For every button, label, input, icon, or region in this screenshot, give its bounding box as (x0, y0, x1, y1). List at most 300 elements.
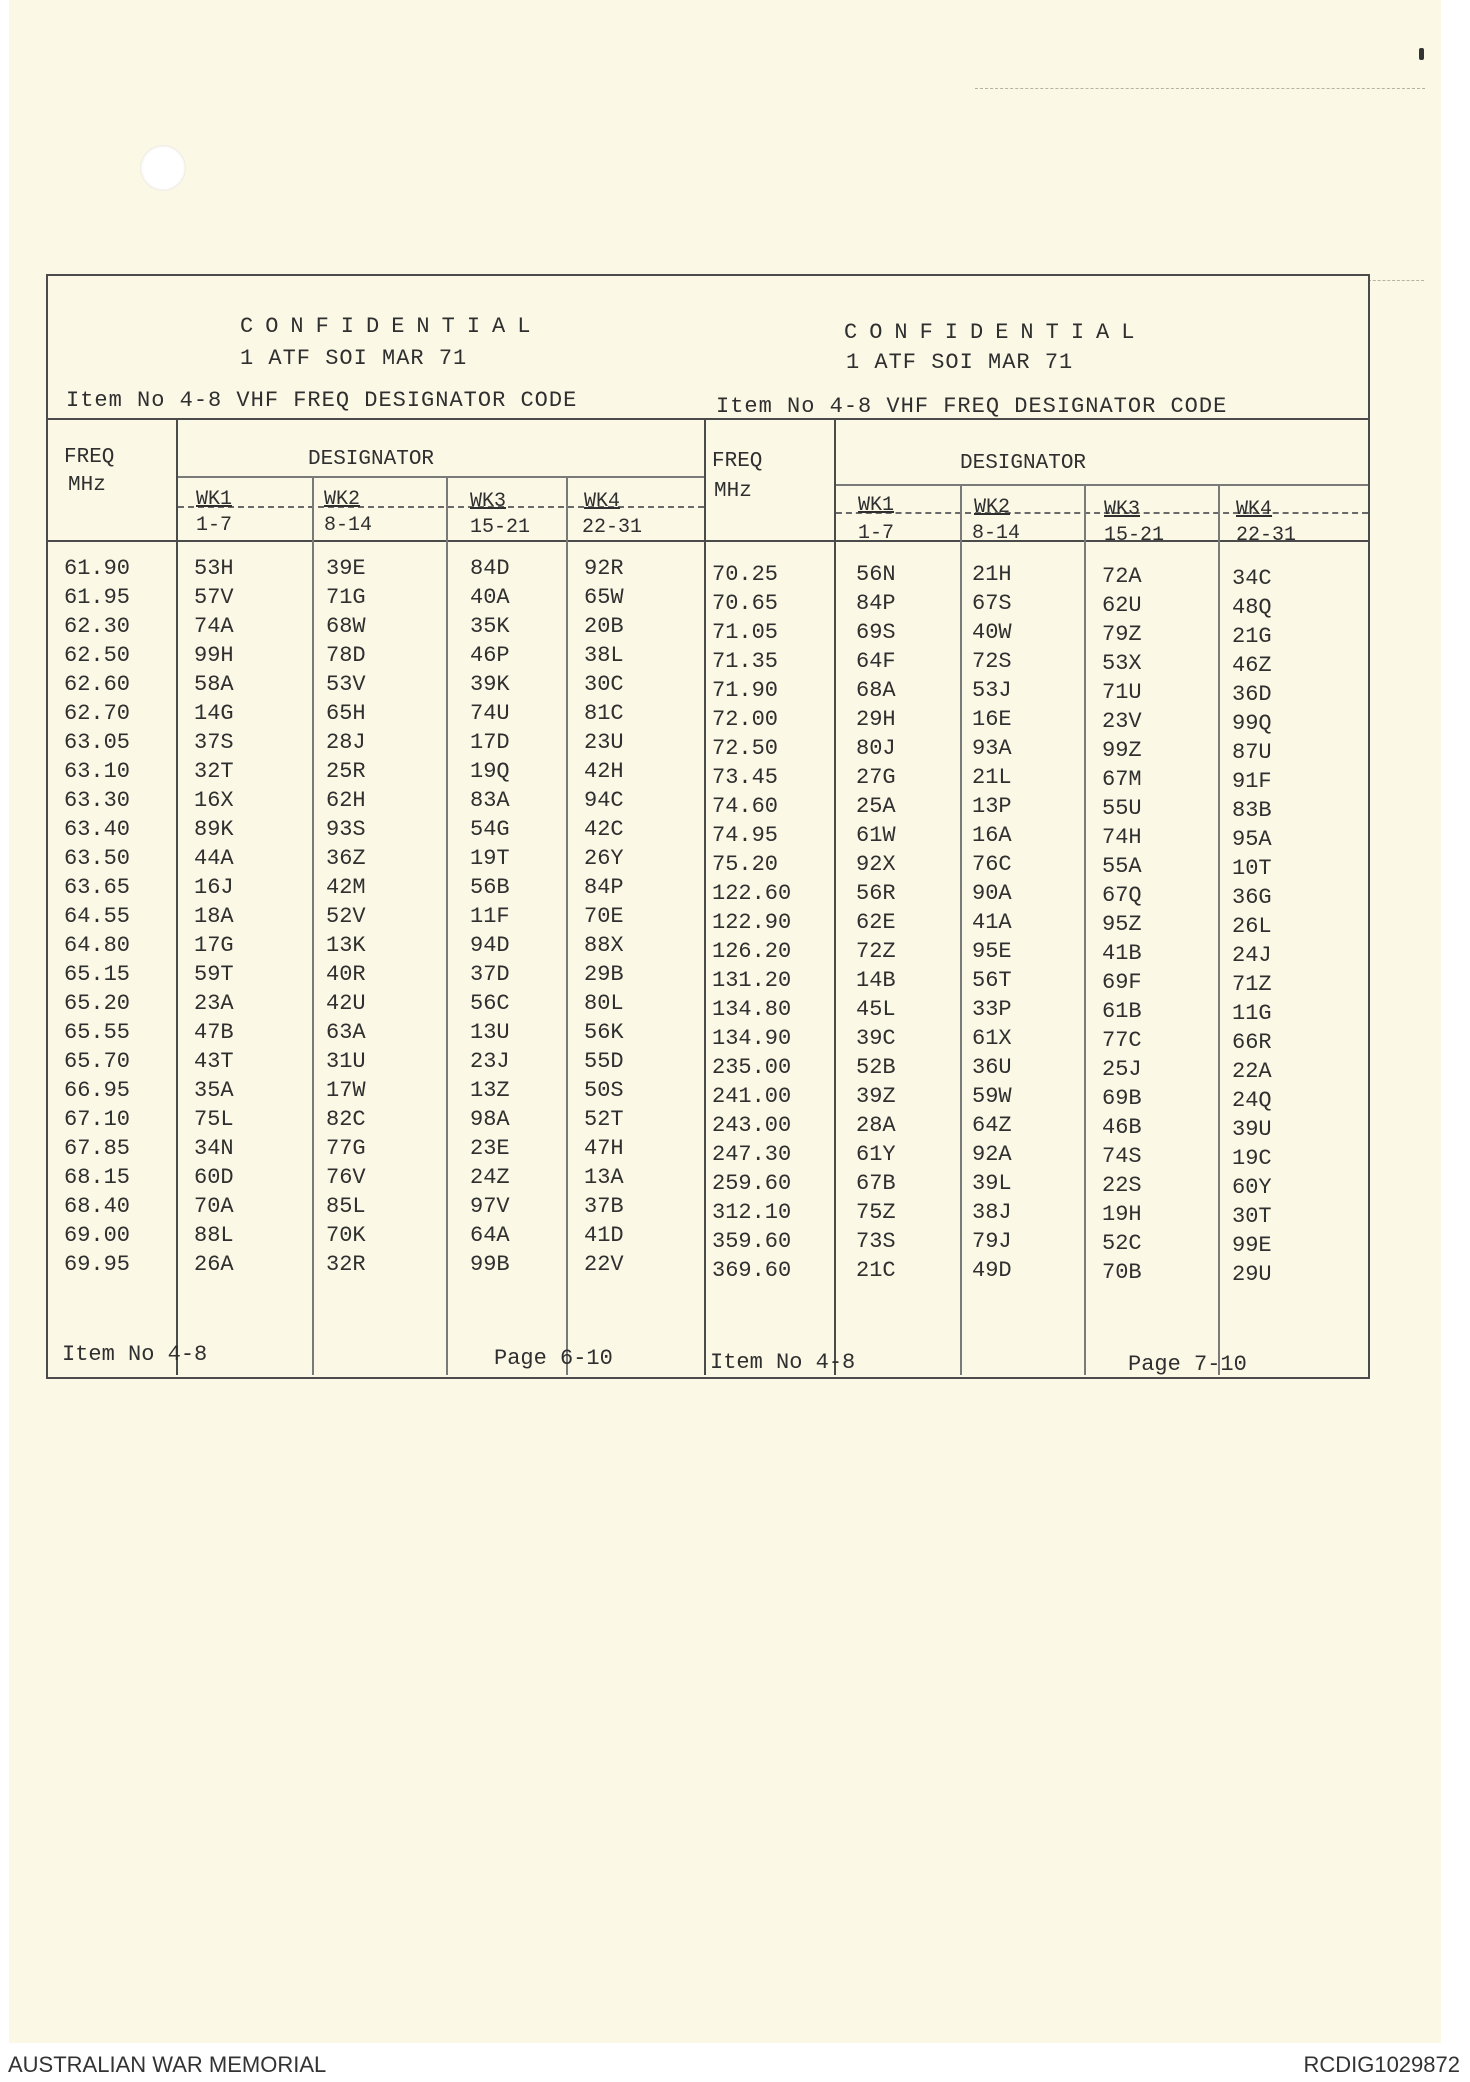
designator-cell: 56B (470, 875, 510, 900)
left-wk3-label: WK3 (470, 490, 507, 513)
designator-cell: 11F (470, 904, 510, 929)
left-wk4-range: 22-31 (582, 516, 643, 539)
designator-cell: 64F (856, 649, 896, 674)
designator-cell: 55A (1102, 854, 1142, 879)
designator-cell: 59T (194, 962, 234, 987)
left-designator-header: DESIGNATOR (308, 448, 435, 471)
designator-cell: 38J (972, 1200, 1012, 1225)
col-rule-left-wk3 (566, 476, 568, 1375)
designator-cell: 30T (1232, 1204, 1272, 1229)
designator-cell: 61W (856, 823, 896, 848)
designator-cell: 45L (856, 997, 896, 1022)
designator-cell: 78D (326, 643, 366, 668)
designator-cell: 46B (1102, 1115, 1142, 1140)
designator-cell: 70K (326, 1223, 366, 1248)
frequency-cell: 63.10 (64, 759, 131, 784)
designator-cell: 99B (470, 1252, 510, 1277)
designator-cell: 60Y (1232, 1175, 1272, 1200)
designator-cell: 58A (194, 672, 234, 697)
designator-cell: 93A (972, 736, 1012, 761)
right-footer-item: Item No 4-8 (710, 1350, 856, 1375)
right-wk1-range: 1-7 (858, 522, 895, 545)
designator-cell: 56C (470, 991, 510, 1016)
designator-cell: 40A (470, 585, 510, 610)
designator-cell: 84P (584, 875, 624, 900)
designator-cell: 69F (1102, 970, 1142, 995)
designator-cell: 67B (856, 1171, 896, 1196)
designator-cell: 40W (972, 620, 1012, 645)
designator-cell: 95E (972, 939, 1012, 964)
designator-cell: 32T (194, 759, 234, 784)
designator-cell: 70A (194, 1194, 234, 1219)
frequency-cell: 65.20 (64, 991, 131, 1016)
designator-cell: 21C (856, 1258, 896, 1283)
designator-cell: 39E (326, 556, 366, 581)
designator-cell: 43T (194, 1049, 234, 1074)
designator-cell: 23A (194, 991, 234, 1016)
right-freq-column (712, 560, 791, 1285)
right-wk4-column (1232, 564, 1272, 1289)
designator-cell: 30C (584, 672, 624, 697)
archive-id: RCDIG1029872 (1303, 2052, 1460, 2077)
left-wk2-range: 8-14 (324, 514, 373, 537)
right-subtitle: 1 ATF SOI MAR 71 (846, 350, 1074, 375)
designator-cell: 70E (584, 904, 624, 929)
designator-cell: 14G (194, 701, 234, 726)
frequency-cell: 122.60 (712, 881, 792, 906)
designator-cell: 73S (856, 1229, 896, 1254)
left-subtitle: 1 ATF SOI MAR 71 (240, 346, 468, 371)
designator-cell: 47B (194, 1020, 234, 1045)
designator-cell: 75Z (856, 1200, 896, 1225)
frequency-cell: 131.20 (712, 968, 792, 993)
designator-cell: 92X (856, 852, 896, 877)
designator-cell: 49D (972, 1258, 1012, 1283)
left-wk2-label: WK2 (324, 488, 361, 511)
designator-cell: 39C (856, 1026, 896, 1051)
designator-cell: 91F (1232, 769, 1272, 794)
designator-cell: 34N (194, 1136, 234, 1161)
left-wk2-column (326, 554, 366, 1279)
designator-cell: 68W (326, 614, 366, 639)
designator-cell: 16J (194, 875, 234, 900)
designator-cell: 52T (584, 1107, 624, 1132)
designator-cell: 29B (584, 962, 624, 987)
designator-cell: 24Z (470, 1165, 510, 1190)
left-freq-header: FREQ (64, 446, 115, 469)
right-wk2-label: WK2 (974, 496, 1011, 519)
designator-cell: 41B (1102, 941, 1142, 966)
designator-cell: 83A (470, 788, 510, 813)
designator-cell: 85L (326, 1194, 366, 1219)
designator-cell: 56T (972, 968, 1012, 993)
frequency-cell: 64.80 (64, 933, 131, 958)
designator-cell: 14B (856, 968, 896, 993)
right-designator-header: DESIGNATOR (960, 452, 1087, 475)
designator-cell: 19C (1232, 1146, 1272, 1171)
designator-cell: 62U (1102, 593, 1142, 618)
week-dash-right (836, 512, 1368, 514)
column-header-rule (46, 540, 1368, 542)
designator-cell: 39U (1232, 1117, 1272, 1142)
designator-cell: 61Y (856, 1142, 896, 1167)
designator-cell: 69S (856, 620, 896, 645)
frequency-cell: 62.60 (64, 672, 131, 697)
frequency-cell: 71.90 (712, 678, 779, 703)
designator-cell: 67Q (1102, 883, 1142, 908)
designator-cell: 17G (194, 933, 234, 958)
designator-cell: 61X (972, 1026, 1012, 1051)
designator-cell: 26L (1232, 914, 1272, 939)
designator-cell: 16X (194, 788, 234, 813)
frequency-cell: 65.55 (64, 1020, 131, 1045)
designator-cell: 46P (470, 643, 510, 668)
frequency-cell: 75.20 (712, 852, 779, 877)
designator-cell: 19Q (470, 759, 510, 784)
left-wk4-column (584, 554, 624, 1279)
designator-cell: 88L (194, 1223, 234, 1248)
designator-cell: 69B (1102, 1086, 1142, 1111)
designator-cell: 74A (194, 614, 234, 639)
frequency-cell: 243.00 (712, 1113, 792, 1138)
designator-cell: 56R (856, 881, 896, 906)
left-freq-column (64, 554, 130, 1279)
designator-cell: 35A (194, 1078, 234, 1103)
designator-cell: 13P (972, 794, 1012, 819)
designator-cell: 52V (326, 904, 366, 929)
designator-cell: 56K (584, 1020, 624, 1045)
designator-cell: 99E (1232, 1233, 1272, 1258)
designator-cell: 39L (972, 1171, 1012, 1196)
designator-cell: 28A (856, 1113, 896, 1138)
designator-cell: 99H (194, 643, 234, 668)
frequency-cell: 71.35 (712, 649, 779, 674)
designator-cell: 21L (972, 765, 1012, 790)
designator-cell: 44A (194, 846, 234, 871)
designator-cell: 71U (1102, 680, 1142, 705)
designator-underline-right (836, 484, 1368, 486)
designator-cell: 18A (194, 904, 234, 929)
designator-cell: 54G (470, 817, 510, 842)
designator-cell: 42C (584, 817, 624, 842)
designator-cell: 57V (194, 585, 234, 610)
designator-cell: 89K (194, 817, 234, 842)
frequency-cell: 72.00 (712, 707, 779, 732)
designator-cell: 16A (972, 823, 1012, 848)
frequency-cell: 65.15 (64, 962, 131, 987)
designator-cell: 10T (1232, 856, 1272, 881)
designator-cell: 13K (326, 933, 366, 958)
right-wk4-label: WK4 (1236, 498, 1273, 521)
frequency-cell: 235.00 (712, 1055, 792, 1080)
designator-cell: 33P (972, 997, 1012, 1022)
right-wk2-column (972, 560, 1012, 1285)
designator-cell: 64Z (972, 1113, 1012, 1138)
designator-cell: 36G (1232, 885, 1272, 910)
designator-cell: 74S (1102, 1144, 1142, 1169)
designator-cell: 32R (326, 1252, 366, 1277)
designator-cell: 23E (470, 1136, 510, 1161)
designator-cell: 56N (856, 562, 896, 587)
designator-cell: 75L (194, 1107, 234, 1132)
designator-cell: 40R (326, 962, 366, 987)
designator-cell: 74U (470, 701, 510, 726)
right-confidential: CONFIDENTIAL (844, 320, 1147, 345)
designator-cell: 92A (972, 1142, 1012, 1167)
designator-cell: 99Z (1102, 738, 1142, 763)
designator-cell: 23U (584, 730, 624, 755)
designator-cell: 21G (1232, 624, 1272, 649)
left-wk1-range: 1-7 (196, 514, 233, 537)
designator-cell: 99Q (1232, 711, 1272, 736)
designator-table-frame (46, 274, 1370, 1379)
designator-cell: 76V (326, 1165, 366, 1190)
designator-cell: 50S (584, 1078, 624, 1103)
frequency-cell: 67.85 (64, 1136, 131, 1161)
frequency-cell: 312.10 (712, 1200, 792, 1225)
designator-cell: 70B (1102, 1260, 1142, 1285)
designator-cell: 80L (584, 991, 624, 1016)
designator-cell: 31U (326, 1049, 366, 1074)
designator-cell: 59W (972, 1084, 1012, 1109)
frequency-cell: 134.80 (712, 997, 792, 1022)
frequency-cell: 69.00 (64, 1223, 131, 1248)
designator-cell: 26Y (584, 846, 624, 871)
left-unit-header: MHz (68, 474, 106, 497)
designator-cell: 38L (584, 643, 624, 668)
col-rule-left-wk2 (446, 476, 448, 1375)
frequency-cell: 71.05 (712, 620, 779, 645)
pencil-trace (1368, 280, 1424, 281)
designator-cell: 53J (972, 678, 1012, 703)
designator-cell: 95A (1232, 827, 1272, 852)
frequency-cell: 63.65 (64, 875, 131, 900)
designator-cell: 71Z (1232, 972, 1272, 997)
designator-cell: 53V (326, 672, 366, 697)
frequency-cell: 359.60 (712, 1229, 792, 1254)
designator-cell: 13Z (470, 1078, 510, 1103)
designator-cell: 92R (584, 556, 624, 581)
designator-cell: 34C (1232, 566, 1272, 591)
designator-cell: 77G (326, 1136, 366, 1161)
col-rule-center (704, 418, 706, 1375)
designator-cell: 25R (326, 759, 366, 784)
designator-cell: 17D (470, 730, 510, 755)
week-dash-left (178, 506, 704, 508)
designator-cell: 53H (194, 556, 234, 581)
frequency-cell: 74.60 (712, 794, 779, 819)
designator-cell: 53X (1102, 651, 1142, 676)
designator-cell: 64A (470, 1223, 510, 1248)
frequency-cell: 70.25 (712, 562, 779, 587)
designator-cell: 84D (470, 556, 510, 581)
designator-cell: 84P (856, 591, 896, 616)
col-rule-right-wk1 (960, 484, 962, 1375)
designator-cell: 72A (1102, 564, 1142, 589)
designator-cell: 95Z (1102, 912, 1142, 937)
right-wk1-label: WK1 (858, 494, 895, 517)
designator-cell: 29H (856, 707, 896, 732)
designator-cell: 63A (326, 1020, 366, 1045)
frequency-cell: 134.90 (712, 1026, 792, 1051)
frequency-cell: 68.15 (64, 1165, 131, 1190)
designator-cell: 62H (326, 788, 366, 813)
frequency-cell: 122.90 (712, 910, 792, 935)
designator-cell: 46Z (1232, 653, 1272, 678)
designator-cell: 52C (1102, 1231, 1142, 1256)
designator-cell: 36U (972, 1055, 1012, 1080)
right-freq-header: FREQ (712, 450, 763, 473)
designator-cell: 66R (1232, 1030, 1272, 1055)
frequency-cell: 241.00 (712, 1084, 792, 1109)
right-wk2-range: 8-14 (972, 522, 1021, 545)
designator-cell: 22S (1102, 1173, 1142, 1198)
designator-cell: 80J (856, 736, 896, 761)
left-item-line: Item No 4-8 VHF FREQ DESIGNATOR CODE (66, 388, 578, 413)
designator-cell: 25J (1102, 1057, 1142, 1082)
frequency-cell: 74.95 (712, 823, 779, 848)
frequency-cell: 62.30 (64, 614, 131, 639)
designator-cell: 60D (194, 1165, 234, 1190)
designator-cell: 42U (326, 991, 366, 1016)
frequency-cell: 63.05 (64, 730, 131, 755)
frequency-cell: 61.90 (64, 556, 131, 581)
designator-cell: 62E (856, 910, 896, 935)
frequency-cell: 65.70 (64, 1049, 131, 1074)
designator-cell: 29U (1232, 1262, 1272, 1287)
frequency-cell: 247.30 (712, 1142, 792, 1167)
designator-cell: 68A (856, 678, 896, 703)
designator-cell: 19H (1102, 1202, 1142, 1227)
right-unit-header: MHz (714, 480, 752, 503)
right-wk3-column (1102, 562, 1142, 1287)
left-confidential: CONFIDENTIAL (240, 314, 543, 339)
frequency-cell: 70.65 (712, 591, 779, 616)
designator-cell: 27G (856, 765, 896, 790)
left-footer-page: Page 6-10 (494, 1346, 613, 1371)
designator-cell: 47H (584, 1136, 624, 1161)
designator-cell: 65H (326, 701, 366, 726)
designator-cell: 88X (584, 933, 624, 958)
designator-cell: 22A (1232, 1059, 1272, 1084)
left-wk3-range: 15-21 (470, 516, 531, 539)
left-footer-item: Item No 4-8 (62, 1342, 208, 1367)
designator-cell: 90A (972, 881, 1012, 906)
designator-cell: 52B (856, 1055, 896, 1080)
designator-cell: 26A (194, 1252, 234, 1277)
designator-cell: 82C (326, 1107, 366, 1132)
frequency-cell: 369.60 (712, 1258, 792, 1283)
designator-cell: 19T (470, 846, 510, 871)
designator-cell: 74H (1102, 825, 1142, 850)
designator-cell: 37B (584, 1194, 624, 1219)
designator-cell: 17W (326, 1078, 366, 1103)
designator-cell: 42M (326, 875, 366, 900)
frequency-cell: 67.10 (64, 1107, 131, 1132)
punch-hole (140, 145, 186, 191)
designator-cell: 71G (326, 585, 366, 610)
designator-cell: 21H (972, 562, 1012, 587)
designator-cell: 42H (584, 759, 624, 784)
designator-cell: 98A (470, 1107, 510, 1132)
designator-cell: 97V (470, 1194, 510, 1219)
designator-cell: 20B (584, 614, 624, 639)
designator-cell: 65W (584, 585, 624, 610)
designator-cell: 76C (972, 852, 1012, 877)
designator-cell: 13U (470, 1020, 510, 1045)
designator-cell: 55D (584, 1049, 624, 1074)
designator-cell: 23V (1102, 709, 1142, 734)
designator-cell: 24Q (1232, 1088, 1272, 1113)
designator-cell: 93S (326, 817, 366, 842)
designator-cell: 13A (584, 1165, 624, 1190)
designator-underline-left (178, 476, 704, 478)
designator-cell: 67M (1102, 767, 1142, 792)
right-wk3-range: 15-21 (1104, 524, 1165, 547)
frequency-cell: 63.50 (64, 846, 131, 871)
designator-cell: 72Z (856, 939, 896, 964)
designator-cell: 22V (584, 1252, 624, 1277)
designator-cell: 81C (584, 701, 624, 726)
designator-cell: 39K (470, 672, 510, 697)
designator-cell: 87U (1232, 740, 1272, 765)
left-wk1-label: WK1 (196, 488, 233, 511)
frequency-cell: 62.70 (64, 701, 131, 726)
col-rule-left-freq (176, 418, 178, 1375)
frequency-cell: 64.55 (64, 904, 131, 929)
designator-cell: 39Z (856, 1084, 896, 1109)
frequency-cell: 66.95 (64, 1078, 131, 1103)
designator-cell: 11G (1232, 1001, 1272, 1026)
designator-cell: 24J (1232, 943, 1272, 968)
left-wk1-column (194, 554, 234, 1279)
frequency-cell: 73.45 (712, 765, 779, 790)
frequency-cell: 62.50 (64, 643, 131, 668)
frequency-cell: 72.50 (712, 736, 779, 761)
right-wk4-range: 22-31 (1236, 524, 1297, 547)
right-item-line: Item No 4-8 VHF FREQ DESIGNATOR CODE (716, 394, 1228, 419)
col-rule-left-wk1 (312, 476, 314, 1375)
designator-cell: 48Q (1232, 595, 1272, 620)
designator-cell: 83B (1232, 798, 1272, 823)
ink-mark (1419, 48, 1424, 60)
frequency-cell: 63.30 (64, 788, 131, 813)
designator-cell: 16E (972, 707, 1012, 732)
designator-cell: 55U (1102, 796, 1142, 821)
archive-name: AUSTRALIAN WAR MEMORIAL (8, 2052, 327, 2077)
designator-cell: 77C (1102, 1028, 1142, 1053)
designator-cell: 72S (972, 649, 1012, 674)
designator-cell: 67S (972, 591, 1012, 616)
right-wk3-label: WK3 (1104, 498, 1141, 521)
designator-cell: 94C (584, 788, 624, 813)
designator-cell: 41A (972, 910, 1012, 935)
col-rule-right-freq (834, 418, 836, 1375)
col-rule-right-wk3 (1218, 484, 1220, 1375)
designator-cell: 37S (194, 730, 234, 755)
frequency-cell: 69.95 (64, 1252, 131, 1277)
left-wk4-label: WK4 (584, 490, 621, 513)
frequency-cell: 126.20 (712, 939, 792, 964)
designator-cell: 36D (1232, 682, 1272, 707)
designator-cell: 61B (1102, 999, 1142, 1024)
frequency-cell: 63.40 (64, 817, 131, 842)
designator-cell: 25A (856, 794, 896, 819)
designator-cell: 79Z (1102, 622, 1142, 647)
designator-cell: 35K (470, 614, 510, 639)
designator-cell: 23J (470, 1049, 510, 1074)
frequency-cell: 61.95 (64, 585, 131, 610)
